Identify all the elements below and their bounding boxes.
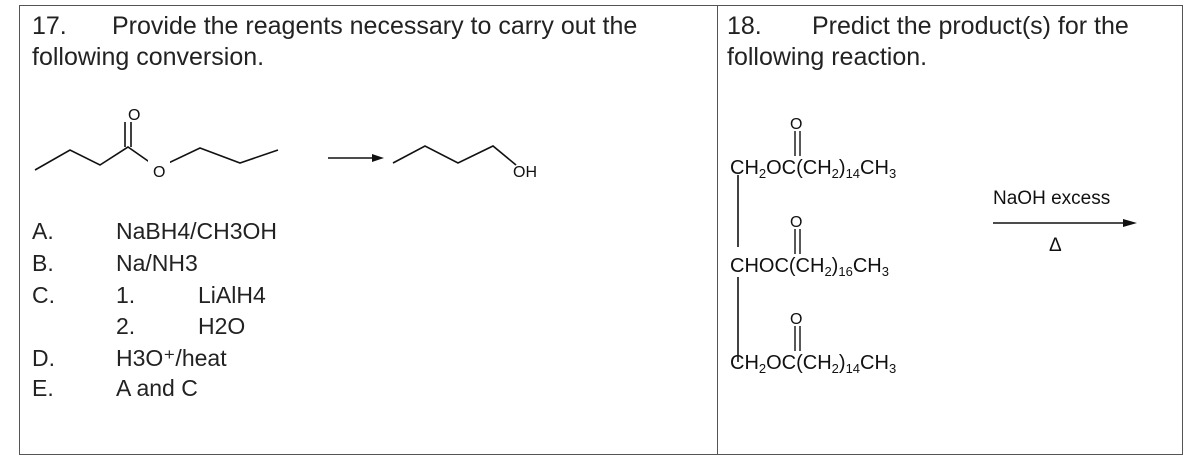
triglyceride-row-3: $CH_2OC(CH_2)_{14}CH_3$	[730, 352, 897, 376]
question-18-number: 18.	[727, 12, 762, 40]
question-18-prompt	[727, 11, 1177, 73]
option-e-letter: E.	[32, 375, 54, 401]
option-c-letter: C.	[32, 282, 55, 308]
question-18-text: Predict the product(s) for the following reaction.	[727, 12, 1129, 71]
triglyceride-row-1: $CH_2OC(CH_2)_{14}CH_3$	[730, 157, 897, 181]
option-d-text: H3O⁺/heat	[116, 345, 227, 371]
option-b-letter: B.	[32, 250, 54, 276]
ester-3-carbonyl-oxygen: O	[790, 311, 803, 328]
reagent-heat-symbol: Δ	[1049, 235, 1062, 256]
option-c-step-2-number: 2.	[116, 313, 136, 339]
option-e-text: A and C	[116, 375, 198, 401]
option-d-letter: D.	[32, 345, 55, 371]
product-alcohol-skeleton	[393, 146, 516, 165]
reaction-arrowhead-18	[1123, 219, 1137, 227]
reagent-naoh-excess: NaOH excess	[993, 188, 1111, 209]
option-c-step-2-text: H2O	[198, 313, 246, 339]
reactant-carbonyl-oxygen: O	[128, 107, 141, 124]
reaction-arrowhead-17	[372, 154, 384, 162]
product-hydroxyl: OH	[513, 164, 537, 181]
question-17-text: Provide the reagents necessary to carry out the following conversion.	[32, 12, 638, 71]
ester-2-carbonyl-oxygen: O	[790, 214, 803, 231]
ester-1-carbonyl-oxygen: O	[790, 116, 803, 133]
triglyceride-row-2: $CHOC(CH_2)_{16}CH_3$	[730, 255, 889, 279]
option-a-letter: A.	[32, 218, 54, 244]
option-b-text: Na/NH3	[116, 250, 198, 276]
option-c-step-1-text: LiAlH4	[198, 282, 266, 308]
option-a-text: NaBH4/CH3OH	[116, 218, 278, 244]
reactant-ester-oxygen: O	[153, 164, 166, 181]
option-c-step-1-number: 1.	[116, 282, 136, 308]
question-17-number: 17.	[32, 12, 67, 40]
